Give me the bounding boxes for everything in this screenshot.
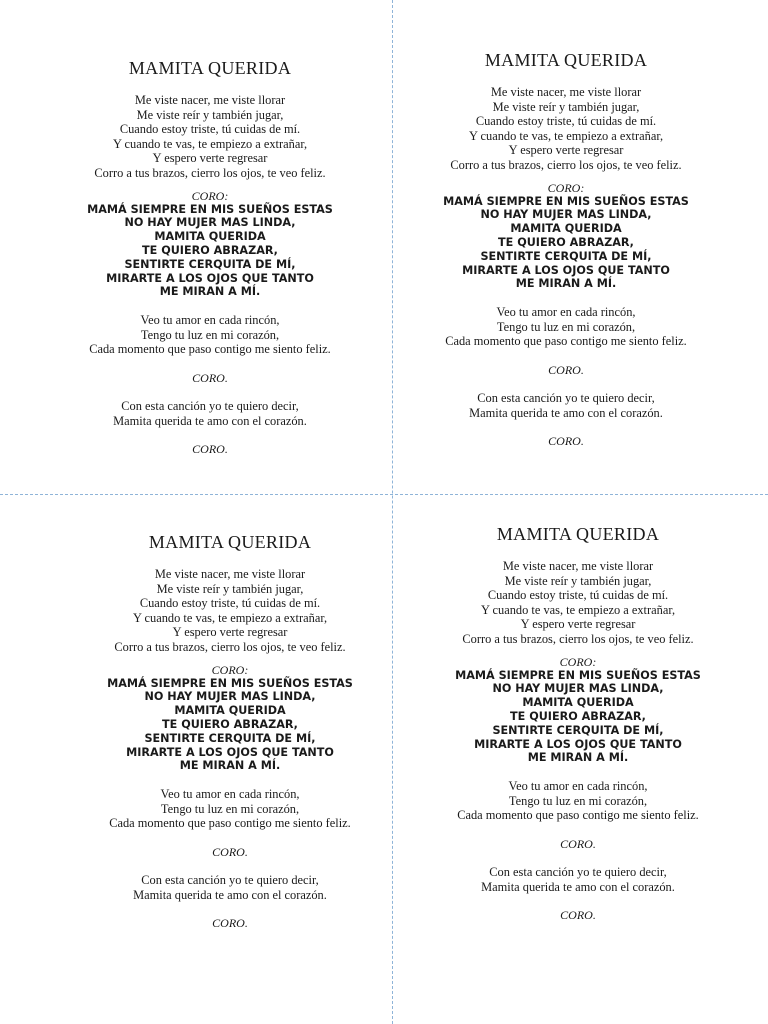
chorus-line: NO HAY MUJER MAS LINDA, — [492, 682, 664, 696]
chorus-line: MAMITA QUERIDA — [522, 696, 634, 710]
chorus-line: TE QUIERO ABRAZAR, — [142, 243, 278, 257]
chorus-line: ME MIRAN A MÍ. — [179, 759, 281, 773]
chorus-line: SENTIRTE CERQUITA DE MÍ, — [492, 723, 664, 737]
lyric-line: Cada momento que paso contigo me siento feliz. — [109, 816, 351, 831]
lyric-line: Cuando estoy triste, tú cuidas de mí. — [475, 114, 657, 129]
lyric-line: Veo tu amor en cada rincón, — [508, 779, 648, 794]
chorus-line: SENTIRTE CERQUITA DE MÍ, — [144, 731, 316, 745]
lyric-line: Mamita querida te amo con el corazón. — [133, 887, 327, 902]
chorus-line: TE QUIERO ABRAZAR, — [162, 717, 298, 731]
chorus-line: MAMITA QUERIDA — [154, 230, 266, 244]
lyric-line: Y espero verte regresar — [520, 617, 636, 632]
verse-3 — [416, 391, 716, 420]
lyric-line: Y cuando te vas, te empiezo a extrañar, — [112, 136, 308, 151]
chorus-repeat-marker: CORO. — [560, 908, 596, 923]
chorus-heading: CORO: — [211, 662, 249, 677]
chorus-line: MIRARTE A LOS OJOS QUE TANTO — [126, 745, 334, 759]
chorus-heading: CORO: — [547, 180, 585, 195]
lyric-line: Con esta canción yo te quiero decir, — [141, 872, 319, 887]
verse-3 — [80, 873, 380, 902]
lyric-line: Me viste nacer, me viste llorar — [502, 559, 654, 573]
lyric-line: Con esta canción yo te quiero decir, — [489, 864, 667, 879]
song-title: MAMITA QUERIDA — [128, 58, 292, 78]
chorus-line: NO HAY MUJER MAS LINDA, — [480, 208, 652, 222]
lyric-line: Me viste reír y también jugar, — [136, 107, 284, 122]
lyric-line: Me viste nacer, me viste llorar — [154, 567, 306, 581]
song-title: MAMITA QUERIDA — [148, 532, 312, 552]
lyric-line: Mamita querida te amo con el corazón. — [469, 405, 663, 420]
chorus-line: ME MIRAN A MÍ. — [515, 277, 617, 291]
chorus — [428, 669, 728, 766]
lyric-line: Cada momento que paso contigo me siento feliz. — [89, 342, 331, 357]
lyrics-card-top-right — [416, 50, 716, 448]
chorus-repeat-marker: CORO. — [548, 362, 584, 377]
horizontal-cut-line — [0, 494, 768, 495]
lyric-line: Corro a tus brazos, cierro los ojos, te veo feliz. — [114, 639, 346, 654]
chorus-line: MAMITA QUERIDA — [510, 222, 622, 236]
lyric-line: Corro a tus brazos, cierro los ojos, te veo feliz. — [462, 631, 694, 646]
lyric-line: Mamita querida te amo con el corazón. — [481, 879, 675, 894]
verse-1 — [80, 567, 380, 655]
lyric-line: Tengo tu luz en mi corazón, — [496, 319, 636, 334]
verse-1 — [60, 93, 360, 181]
chorus-line: NO HAY MUJER MAS LINDA, — [124, 216, 296, 230]
lyrics-card-top-left — [60, 58, 360, 456]
song-title: MAMITA QUERIDA — [484, 50, 648, 70]
lyric-line: Y cuando te vas, te empiezo a extrañar, — [468, 128, 664, 143]
chorus-line: MIRARTE A LOS OJOS QUE TANTO — [106, 271, 314, 285]
chorus-line: ME MIRAN A MÍ. — [527, 751, 629, 765]
chorus-line: MAMÁ SIEMPRE EN MIS SUEÑOS ESTAS — [107, 676, 353, 690]
vertical-cut-line — [392, 0, 393, 1024]
verse-2 — [416, 305, 716, 349]
lyrics-card-bottom-right — [428, 524, 728, 922]
chorus-line: NO HAY MUJER MAS LINDA, — [144, 690, 316, 704]
chorus-line: MAMITA QUERIDA — [174, 704, 286, 718]
lyric-line: Veo tu amor en cada rincón, — [140, 313, 280, 328]
chorus-line: MIRARTE A LOS OJOS QUE TANTO — [474, 737, 682, 751]
lyric-line: Me viste nacer, me viste llorar — [134, 93, 286, 107]
lyric-line: Veo tu amor en cada rincón, — [160, 787, 300, 802]
lyric-line: Cuando estoy triste, tú cuidas de mí. — [119, 122, 301, 137]
lyric-line: Y espero verte regresar — [508, 143, 624, 158]
chorus-repeat-marker: CORO. — [560, 836, 596, 851]
verse-1 — [416, 85, 716, 173]
chorus-line: SENTIRTE CERQUITA DE MÍ, — [480, 249, 652, 263]
verse-1 — [428, 559, 728, 647]
lyric-line: Mamita querida te amo con el corazón. — [113, 413, 307, 428]
lyrics-card-bottom-left — [80, 532, 380, 930]
verse-3 — [60, 399, 360, 428]
chorus-line: MAMÁ SIEMPRE EN MIS SUEÑOS ESTAS — [455, 668, 701, 682]
lyric-line: Me viste nacer, me viste llorar — [490, 85, 642, 99]
lyric-line: Corro a tus brazos, cierro los ojos, te veo feliz. — [450, 157, 682, 172]
chorus-line: SENTIRTE CERQUITA DE MÍ, — [124, 257, 296, 271]
chorus-repeat-marker: CORO. — [192, 442, 228, 457]
chorus-repeat-marker: CORO. — [192, 370, 228, 385]
lyric-line: Tengo tu luz en mi corazón, — [160, 801, 300, 816]
verse-2 — [80, 787, 380, 831]
lyric-line: Me viste reír y también jugar, — [156, 581, 304, 596]
lyric-line: Me viste reír y también jugar, — [504, 573, 652, 588]
chorus-heading: CORO: — [559, 654, 597, 669]
chorus-line: MAMÁ SIEMPRE EN MIS SUEÑOS ESTAS — [87, 202, 333, 216]
verse-2 — [428, 779, 728, 823]
verse-3 — [428, 865, 728, 894]
chorus-line: TE QUIERO ABRAZAR, — [510, 709, 646, 723]
chorus — [60, 203, 360, 300]
lyric-line: Y espero verte regresar — [152, 151, 268, 166]
chorus-line: ME MIRAN A MÍ. — [159, 285, 261, 299]
chorus-line: MAMÁ SIEMPRE EN MIS SUEÑOS ESTAS — [443, 194, 689, 208]
lyric-line: Y cuando te vas, te empiezo a extrañar, — [132, 610, 328, 625]
lyric-line: Cada momento que paso contigo me siento feliz. — [457, 808, 699, 823]
chorus — [416, 195, 716, 292]
chorus-line: MIRARTE A LOS OJOS QUE TANTO — [462, 263, 670, 277]
lyric-line: Cada momento que paso contigo me siento feliz. — [445, 334, 687, 349]
chorus-repeat-marker: CORO. — [212, 916, 248, 931]
chorus — [80, 677, 380, 774]
chorus-repeat-marker: CORO. — [212, 844, 248, 859]
lyric-line: Tengo tu luz en mi corazón, — [140, 327, 280, 342]
lyric-line: Con esta canción yo te quiero decir, — [121, 398, 299, 413]
lyric-line: Y espero verte regresar — [172, 625, 288, 640]
lyric-line: Veo tu amor en cada rincón, — [496, 305, 636, 320]
lyric-line: Con esta canción yo te quiero decir, — [477, 390, 655, 405]
lyric-line: Y cuando te vas, te empiezo a extrañar, — [480, 602, 676, 617]
lyric-line: Cuando estoy triste, tú cuidas de mí. — [487, 588, 669, 603]
lyric-line: Cuando estoy triste, tú cuidas de mí. — [139, 596, 321, 611]
lyric-line: Corro a tus brazos, cierro los ojos, te veo feliz. — [94, 165, 326, 180]
chorus-heading: CORO: — [191, 188, 229, 203]
chorus-line: TE QUIERO ABRAZAR, — [498, 235, 634, 249]
lyric-line: Tengo tu luz en mi corazón, — [508, 793, 648, 808]
chorus-repeat-marker: CORO. — [548, 434, 584, 449]
verse-2 — [60, 313, 360, 357]
song-title: MAMITA QUERIDA — [496, 524, 660, 544]
lyric-line: Me viste reír y también jugar, — [492, 99, 640, 114]
